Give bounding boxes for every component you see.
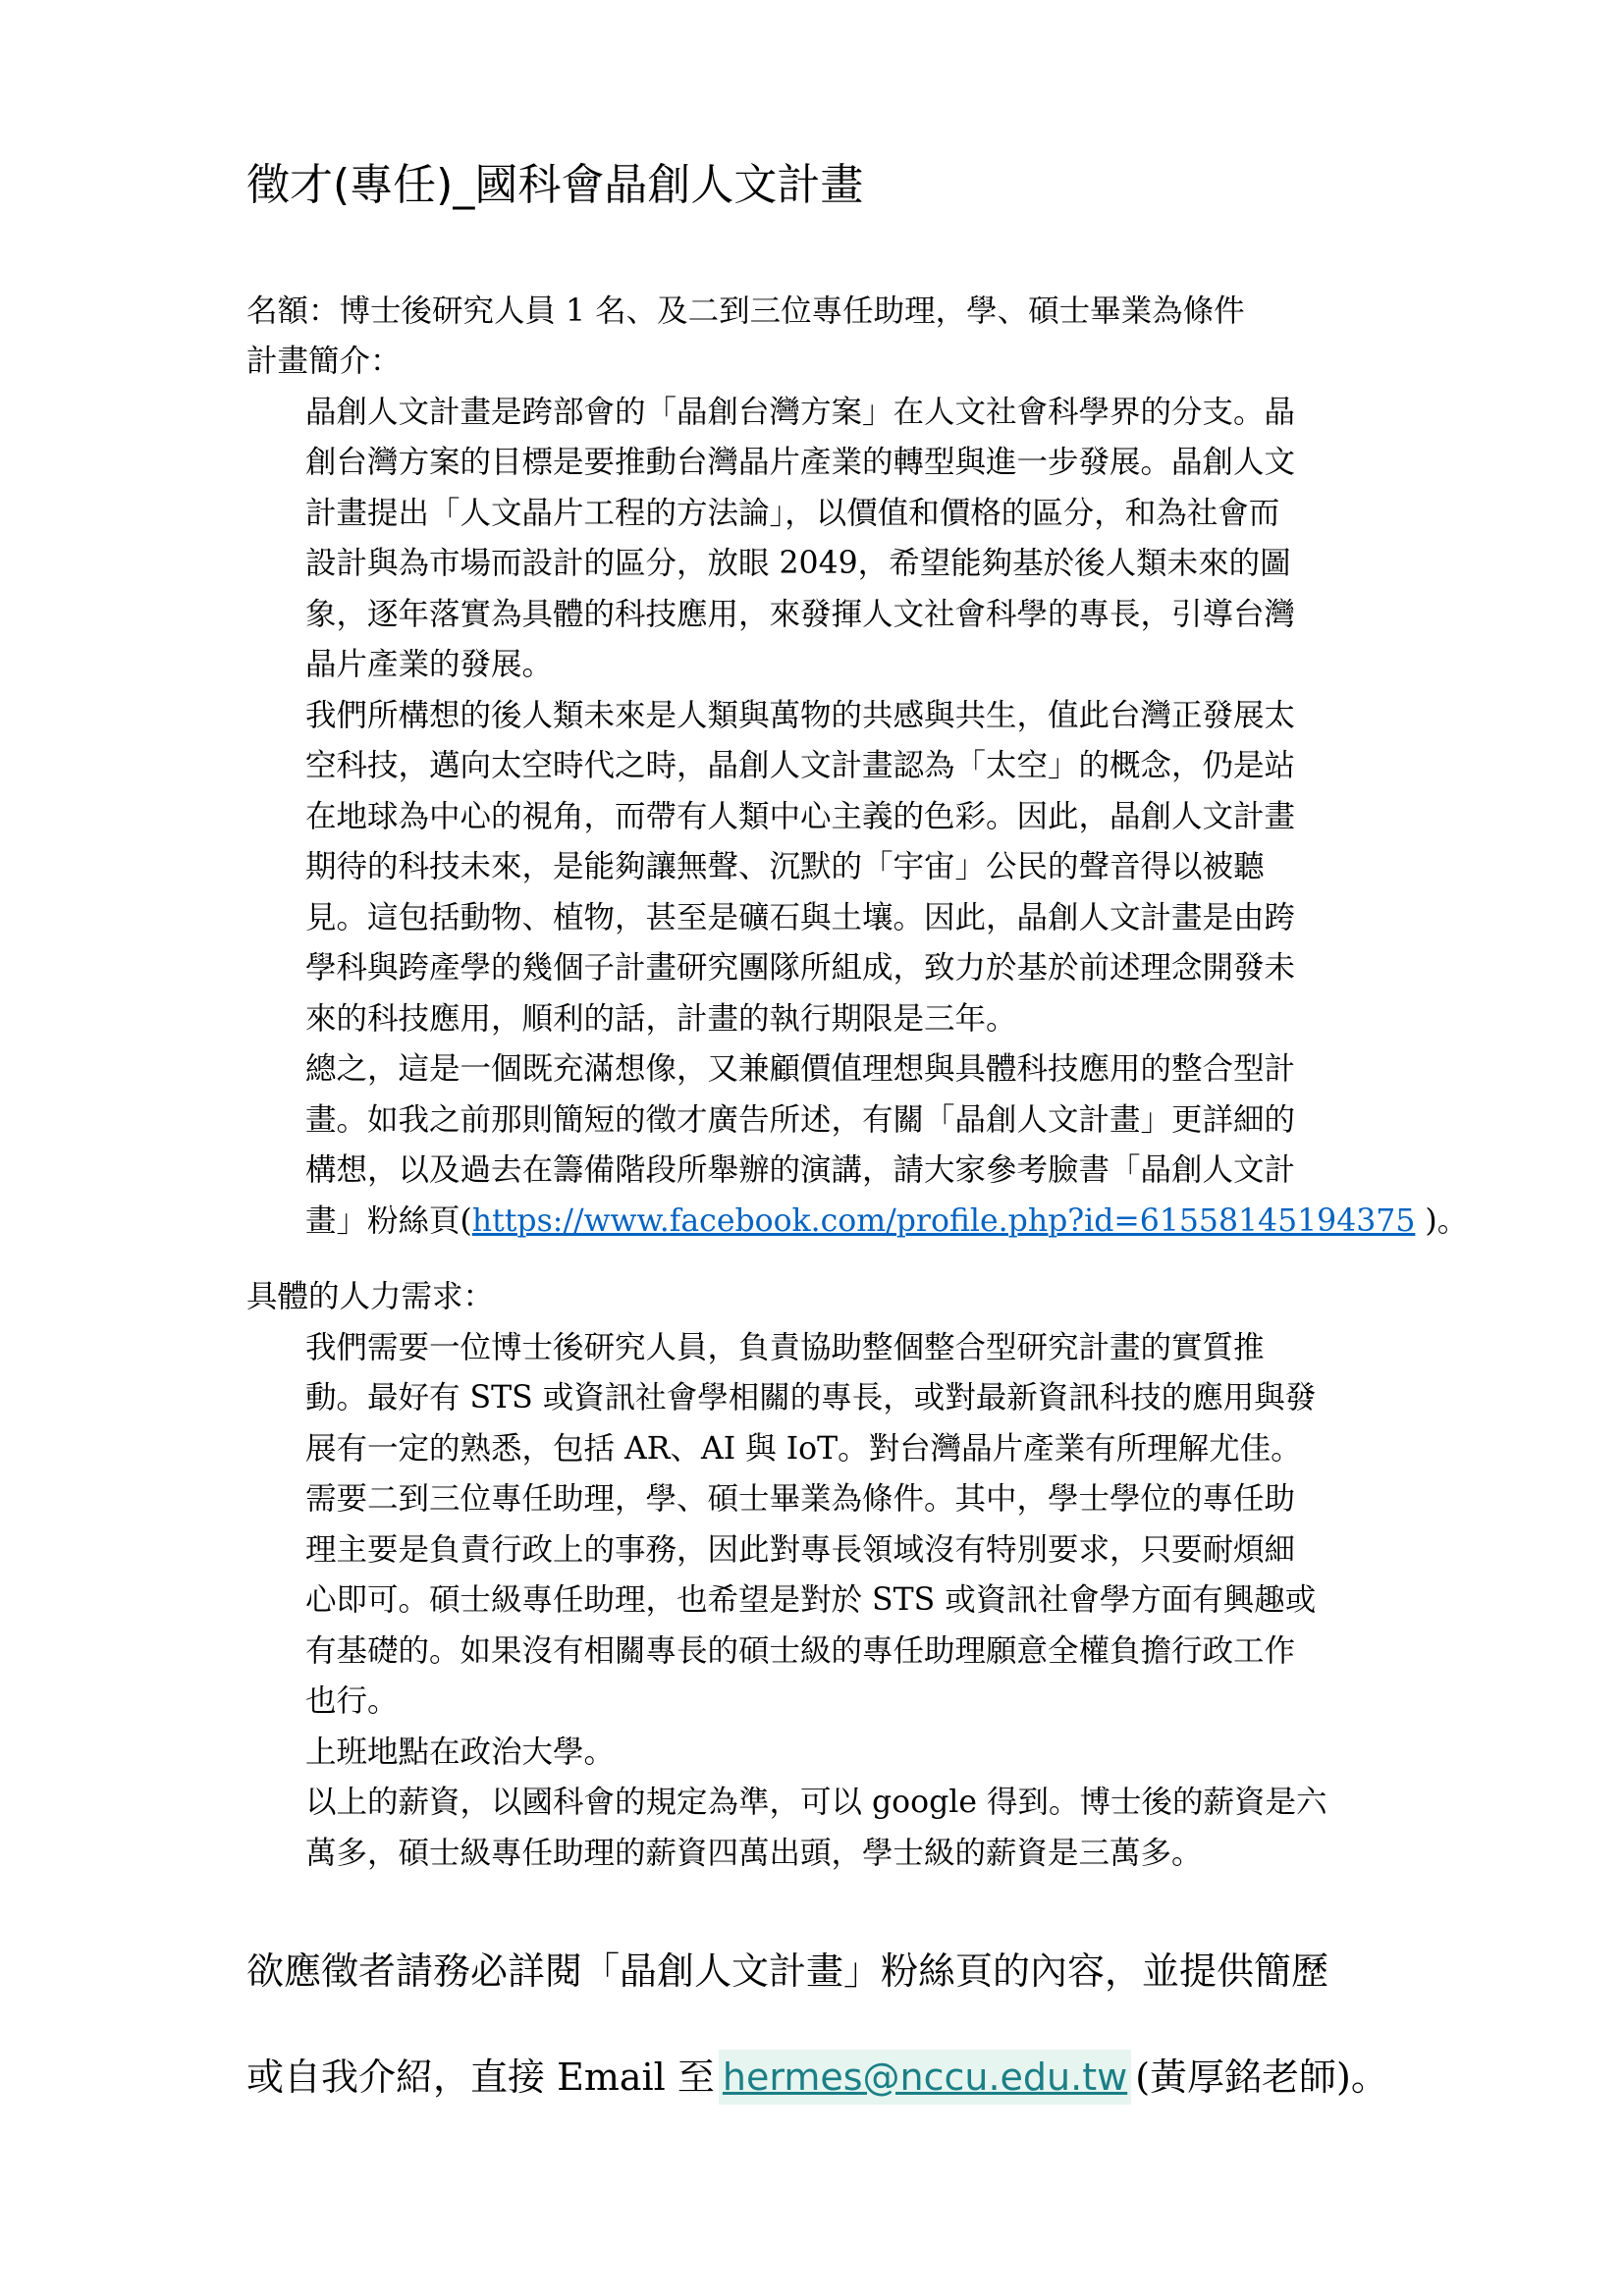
needs-line: 上班地點在政治大學。	[305, 1734, 616, 1770]
quota-line: 名額：博士後研究人員 1 名、及二到三位專任助理，學、碩士畢業為條件	[246, 294, 1245, 329]
intro-line: 象，逐年落實為具體的科技應用，來發揮人文社會科學的專長，引導台灣	[305, 596, 1296, 632]
intro-line: 創台灣方案的目標是要推動台灣晶片產業的轉型與進一步發展。晶創人文	[305, 445, 1296, 480]
intro-last-suffix: )。	[1415, 1202, 1469, 1239]
intro-heading: 計畫簡介：	[246, 344, 402, 379]
apply-instruction-line1: 欲應徵者請務必詳閱「晶創人文計畫」粉絲頁的內容，並提供簡歷	[246, 1949, 1329, 1993]
needs-line: 需要二到三位專任助理，學、碩士畢業為條件。其中，學士學位的專任助	[305, 1481, 1296, 1517]
intro-line: 來的科技應用，順利的話，計畫的執行期限是三年。	[305, 1000, 1017, 1037]
needs-line: 動。最好有 STS 或資訊社會學相關的專長，或對最新資訊科技的應用與發	[305, 1380, 1317, 1415]
quota-paragraph	[246, 287, 1366, 338]
intro-line: 畫。如我之前那則簡短的徵才廣告所述，有關「晶創人文計畫」更詳細的	[305, 1101, 1296, 1138]
intro-last-prefix: 畫」粉絲頁(	[305, 1202, 472, 1239]
needs-section	[246, 1272, 1366, 1879]
email-link[interactable]: hermes@nccu.edu.tw	[719, 2050, 1131, 2105]
apply-line2-suffix: (黃厚銘老師)。	[1135, 2056, 1388, 2099]
needs-line: 理主要是負責行政上的事務，因此對專長領域沒有特別要求，只要耐煩細	[305, 1531, 1296, 1568]
intro-line: 設計與為市場而設計的區分，放眼 2049，希望能夠基於後人類未來的圖	[305, 546, 1291, 581]
needs-line: 以上的薪資，以國科會的規定為準，可以 google 得到。博士後的薪資是六	[305, 1785, 1327, 1820]
needs-line: 我們需要一位博士後研究人員，負責協助整個整合型研究計畫的實質推	[305, 1329, 1265, 1365]
facebook-link[interactable]: https://www.facebook.com/profile.php?id=61558145194375	[471, 1202, 1416, 1239]
intro-line: 期待的科技未來，是能夠讓無聲、沉默的「宇宙」公民的聲音得以被聽	[305, 849, 1265, 884]
intro-line: 學科與跨產學的幾個子計畫研究團隊所組成，致力於基於前述理念開發未	[305, 950, 1296, 986]
intro-section	[246, 337, 1469, 1247]
apply-line2-prefix: 或自我介紹，直接 Email 至	[246, 2056, 715, 2099]
needs-line: 心即可。碩士級專任助理，也希望是對於 STS 或資訊社會學方面有興趣或	[305, 1582, 1317, 1618]
intro-line: 構想，以及過去在籌備階段所舉辦的演講，請大家參考臉書「晶創人文計	[305, 1152, 1296, 1188]
needs-heading: 具體的人力需求：	[246, 1279, 495, 1314]
intro-line: 計畫提出「人文晶片工程的方法論」，以價值和價格的區分，和為社會而	[305, 495, 1280, 531]
intro-line: 見。這包括動物、植物，甚至是礦石與土壤。因此，晶創人文計畫是由跨	[305, 899, 1296, 935]
intro-line: 在地球為中心的視角，而帶有人類中心主義的色彩。因此，晶創人文計畫	[305, 798, 1296, 834]
needs-line: 有基礎的。如果沒有相關專長的碩士級的專任助理願意全權負擔行政工作	[305, 1632, 1296, 1669]
needs-line: 展有一定的熟悉，包括 AR、AI 與 IoT。對台灣晶片產業有所理解尤佳。	[305, 1430, 1302, 1467]
intro-line: 晶創人文計畫是跨部會的「晶創台灣方案」在人文社會科學界的分支。晶	[305, 394, 1296, 430]
apply-instruction-line2	[246, 2050, 1425, 2105]
intro-line: 晶片產業的發展。	[305, 647, 554, 682]
intro-line: 總之，這是一個既充滿想像，又兼顧價值理想與具體科技應用的整合型計	[305, 1051, 1296, 1087]
intro-last-line	[246, 1197, 1469, 1248]
needs-line: 也行。	[305, 1683, 399, 1719]
intro-line: 我們所構想的後人類未來是人類與萬物的共感與共生，值此台灣正發展太	[305, 697, 1296, 733]
page-title: 徵才(專任)_國科會晶創人文計畫	[246, 160, 864, 210]
needs-line: 萬多，碩士級專任助理的薪資四萬出頭，學士級的薪資是三萬多。	[305, 1835, 1203, 1871]
intro-line: 空科技，邁向太空時代之時，晶創人文計畫認為「太空」的概念，仍是站	[305, 748, 1296, 783]
